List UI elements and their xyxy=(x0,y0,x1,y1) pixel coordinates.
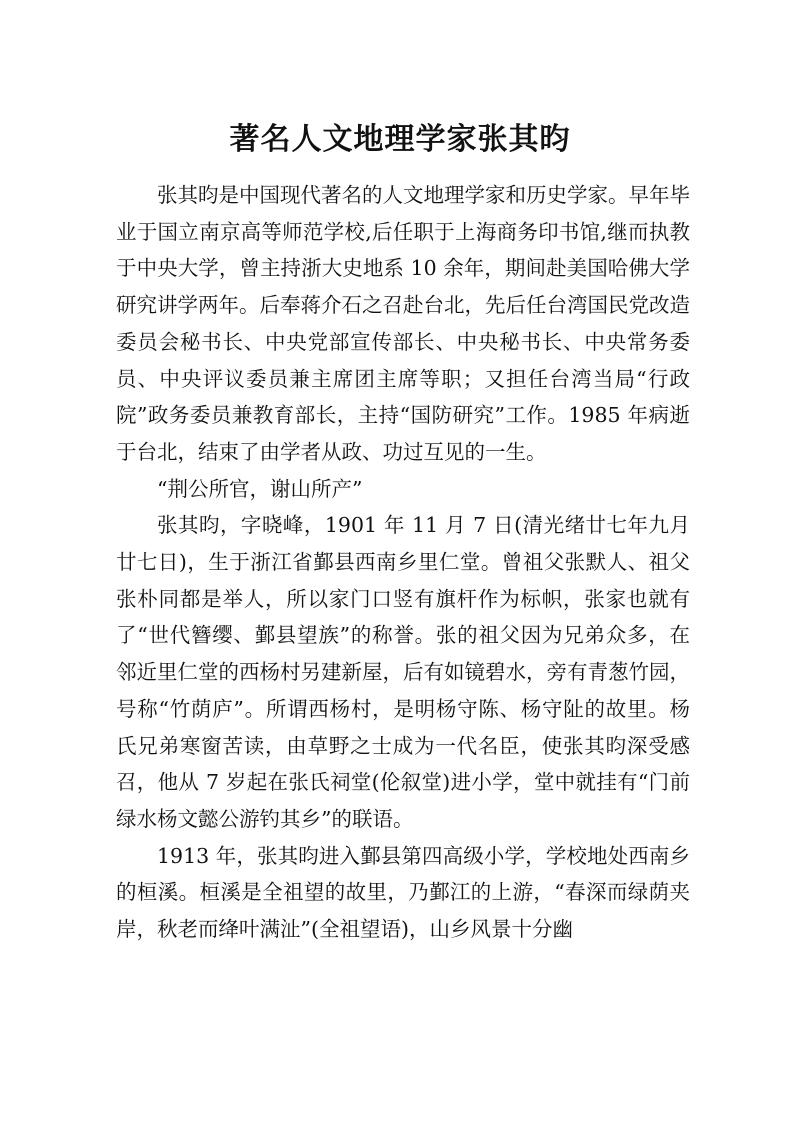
document-body xyxy=(116,177,690,948)
page-title: 著名人文地理学家张其昀 xyxy=(229,122,571,158)
paragraph-family: 张其昀，字晓峰，1901 年 11 月 7 日(清光绪廿七年九月廿七日)，生于浙江省鄞县西南乡里仁堂。曾祖父张默人、祖父张朴同都是举人，所以家门口竖有旗杆作为标帜，张家也就有了“世代簪缨、鄞县望族”的称誉。张的祖父因为兄弟众多，在邻近里仁堂的西杨村另建新屋，后有如镜碧水，旁有青葱竹园，号称“竹荫庐”。所谓西杨村，是明杨守陈、杨守阯的故里。杨氏兄弟寒窗苦读，由草野之士成为一代名臣，使张其昀深受感召，他从 7 岁起在张氏祠堂(伦叙堂)进小学，堂中就挂有“门前绿水杨文懿公游钓其乡”的联语。 xyxy=(116,513,690,831)
paragraph-school: 1913 年，张其昀进入鄞县第四高级小学，学校地处西南乡的桓溪。桓溪是全祖望的故里，乃鄞江的上游，“春深而绿荫夹岸，秋老而绛叶满沚”(全祖望语)，山乡风景十分幽 xyxy=(116,843,690,942)
paragraph-intro: 张其昀是中国现代著名的人文地理学家和历史学家。早年毕业于国立南京高等师范学校,后任职于上海商务印书馆,继而执教于中央大学，曾主持浙大史地系 10 余年，期间赴美国哈佛大学研究讲学两年。后奉蒋介石之召赴台北，先后任台湾国民党改造委员会秘书长、中央党部宣传部长、中央秘书长、中央常务委员、中央评议委员兼主席团主席等职；又担任台湾当局“行政院”政务委员兼教育部长，主持“国防研究”工作。1985 年病逝于台北，结束了由学者从政、功过互见的一生。 xyxy=(116,183,690,464)
section-heading: “荆公所官，谢山所产” xyxy=(157,476,363,501)
